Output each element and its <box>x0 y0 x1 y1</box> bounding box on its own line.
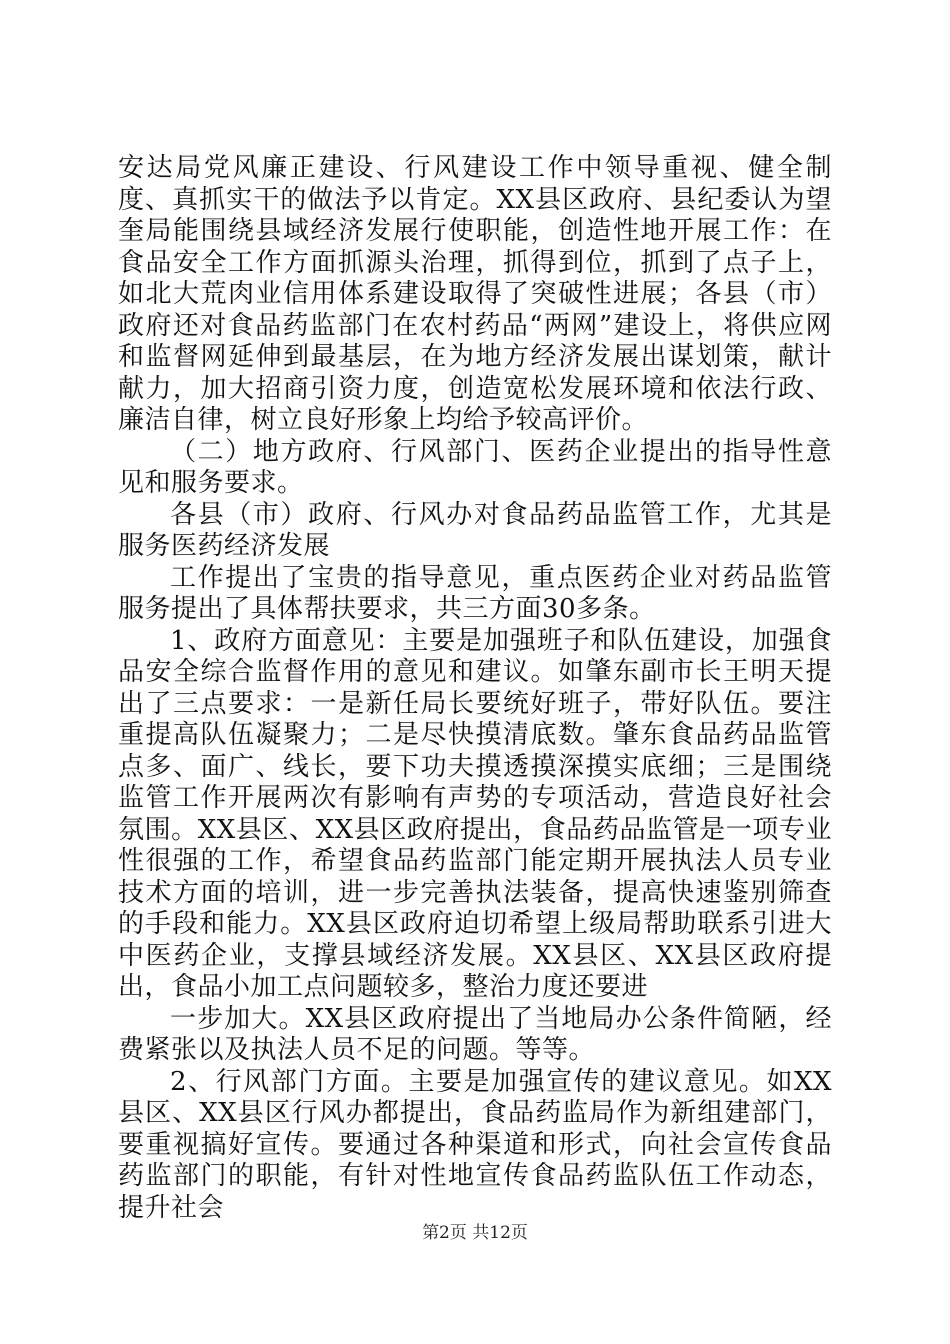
paragraph-2: （二）地方政府、行风部门、医药企业提出的指导性意见和服务要求。 <box>118 436 832 498</box>
page-footer: 第2页 共12页 <box>422 1223 528 1243</box>
paragraph-3: 各县（市）政府、行风办对食品药品监管工作，尤其是服务医药经济发展 <box>118 499 832 561</box>
paragraph-7: 2、行风部门方面。主要是加强宣传的建议意见。如XX县区、XX县区行风办都提出，食品药监局作为新组建部门，要重视搞好宣传。要通过各种渠道和形式，向社会宣传食品药监部门的职能，有针对性地宣传食品药监队伍工作动态，提升社会 <box>118 1066 832 1223</box>
paragraph-1: 安达局党风廉正建设、行风建设工作中领导重视、健全制度、真抓实干的做法予以肯定。XX县区政府、县纪委认为望奎局能围绕县域经济发展行使职能，创造性地开展工作：在食品安全工作方面抓源头治理，抓得到位，抓到了点子上，如北大荒肉业信用体系建设取得了突破性进展；各县（市）政府还对食品药监部门在农村药品“两网”建设上，将供应网和监督网延伸到最基层，在为地方经济发展出谋划策，献计献力，加大招商引资力度，创造宽松发展环境和依法行政、廉洁自律，树立良好形象上均给予较高评价。 <box>118 153 832 435</box>
paragraph-5: 1、政府方面意见：主要是加强班子和队伍建设，加强食品安全综合监督作用的意见和建议。如肇东副市长王明天提出了三点要求：一是新任局长要统好班子，带好队伍。要注重提高队伍凝聚力；二是尽快摸清底数。肇东食品药品监管点多、面广、线长，要下功夫摸透摸深摸实底细；三是围绕监管工作开展两次有影响有声势的专项活动，营造良好社会氛围。XX县区、XX县区政府提出，食品药品监管是一项专业性很强的工作，希望食品药监部门能定期开展执法人员专业技术方面的培训，进一步完善执法装备，提高快速鉴别筛查的手段和能力。XX县区政府迫切希望上级局帮助联系引进大中医药企业，支撑县域经济发展。XX县区、XX县区政府提出，食品小加工点问题较多，整治力度还要进 <box>118 625 832 1002</box>
paragraph-4: 工作提出了宝贵的指导意见，重点医药企业对药品监管服务提出了具体帮扶要求，共三方面30多条。 <box>118 562 832 624</box>
document-body <box>118 153 832 1224</box>
paragraph-6: 一步加大。XX县区政府提出了当地局办公条件简陋，经费紧张以及执法人员不足的问题。等等。 <box>118 1003 832 1065</box>
